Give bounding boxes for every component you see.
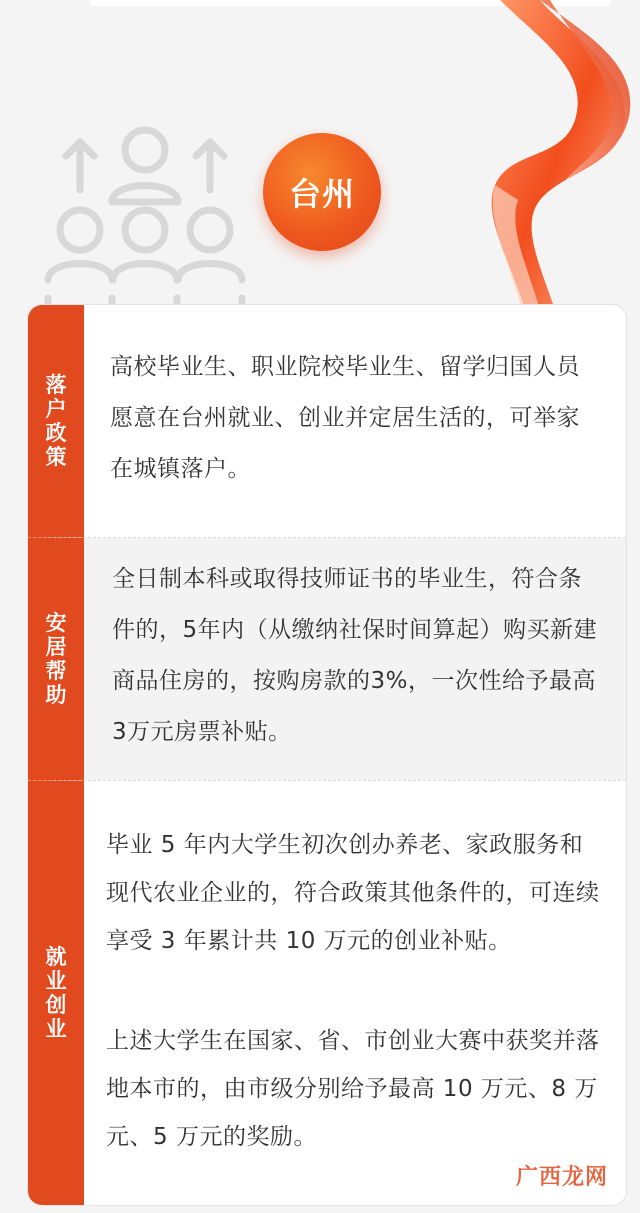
up-arrow-icon (66, 142, 94, 190)
watermark: 广西龙网 (515, 1165, 608, 1190)
section-label (28, 305, 84, 537)
section-body (84, 781, 626, 1205)
paragraph: 上述大学生在国家、省、市创业大赛中获奖并落地本市的，由市级分别给予最高 10 万元、8 万元、5 万元的奖励。 (106, 1028, 600, 1150)
section-employment (28, 781, 626, 1205)
section-body (84, 538, 626, 780)
section-label-text: 就业创业 (45, 945, 67, 1041)
up-arrow-icon (196, 142, 224, 190)
paragraph: 高校毕业生、职业院校毕业生、留学归国人员愿意在台州就业、创业并定居生活的，可举家在城镇落户。 (110, 354, 580, 482)
paragraph: 毕业 5 年内大学生初次创办养老、家政服务和现代农业企业的，符合政策其他条件的，可连续享受 3 年累计共 10 万元的创业补贴。 (106, 832, 600, 954)
city-name: 台州 (288, 175, 355, 213)
city-badge (263, 133, 381, 251)
section-label (28, 538, 84, 780)
paragraph: 全日制本科或取得技师证书的毕业生，符合条件的，5年内（从缴纳社保时间算起）购买新建商品住房的，按购房款的3%，一次性给予最高3万元房票补贴。 (112, 566, 598, 745)
section-label (28, 781, 84, 1205)
section-label-text: 落户政策 (45, 373, 67, 469)
ribbon-decoration (390, 0, 640, 310)
section-settlement (28, 305, 626, 537)
section-housing (28, 538, 626, 780)
people-group-icon (40, 120, 280, 310)
policy-card (28, 305, 626, 1205)
section-body (84, 305, 626, 537)
section-label-text: 安居帮助 (45, 611, 67, 707)
